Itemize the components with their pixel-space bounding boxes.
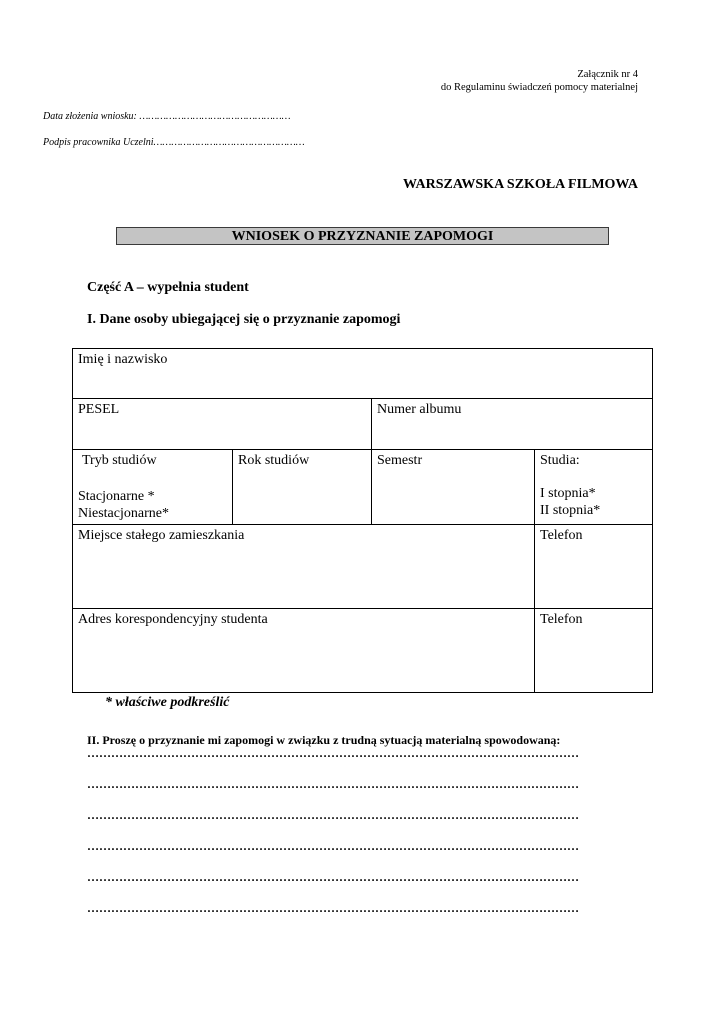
reason-line: ……………………………………………………………………………………………………………: [87, 870, 579, 884]
correspondence-address-label: Adres korespondencyjny studenta: [78, 612, 268, 627]
study-year-label: Rok studiów: [238, 453, 310, 468]
pesel-cell: [73, 399, 372, 450]
permanent-phone-label: Telefon: [540, 528, 583, 543]
table-row: [73, 450, 653, 525]
institution-name: WARSZAWSKA SZKOŁA FILMOWA: [403, 177, 638, 192]
table-row: [73, 525, 653, 609]
attachment-number: Załącznik nr 4: [577, 69, 638, 80]
correspondence-phone-label: Telefon: [540, 612, 583, 627]
section-1-heading: I. Dane osoby ubiegającej się o przyznanie zapomogi: [87, 312, 401, 327]
study-level-second: II stopnia*: [540, 503, 601, 518]
correspondence-phone-cell: [535, 609, 653, 693]
pesel-label: PESEL: [78, 402, 120, 417]
study-year-cell: [233, 450, 372, 525]
regulation-reference: do Regulaminu świadczeń pomocy materialnej: [440, 82, 638, 93]
semester-label: Semestr: [377, 453, 423, 468]
staff-signature-line: Podpis pracownika Uczelni……………………………………………: [43, 137, 305, 148]
correspondence-address-cell: [73, 609, 535, 693]
reason-line: ……………………………………………………………………………………………………………: [87, 808, 579, 822]
permanent-address-label: Miejsce stałego zamieszkania: [78, 528, 245, 543]
reason-line: ……………………………………………………………………………………………………………: [87, 839, 579, 853]
study-mode-label: Tryb studiów: [82, 453, 157, 468]
semester-cell: [372, 450, 535, 525]
form-title: WNIOSEK O PRZYZNANIE ZAPOMOGI: [116, 227, 609, 245]
reason-line: ……………………………………………………………………………………………………………: [87, 777, 579, 791]
study-level-cell: [535, 450, 653, 525]
album-number-label: Numer albumu: [377, 402, 462, 417]
section-2-heading: II. Proszę o przyznanie mi zapomogi w związku z trudną sytuacją materialną spowodowaną:: [87, 733, 561, 747]
reason-line: ……………………………………………………………………………………………………………: [87, 901, 579, 915]
reason-line: ……………………………………………………………………………………………………………: [87, 746, 579, 760]
album-number-cell: [372, 399, 653, 450]
applicant-data-table: [72, 348, 653, 693]
table-row: [73, 349, 653, 399]
study-mode-cell: [73, 450, 233, 525]
permanent-address-cell: [73, 525, 535, 609]
table-row: [73, 399, 653, 450]
study-level-label: Studia:: [540, 453, 580, 468]
part-a-heading: Część A – wypełnia student: [87, 280, 249, 295]
submission-date-line: Data złożenia wniosku: ……………………………………………: [43, 111, 291, 122]
study-level-first: I stopnia*: [540, 486, 596, 501]
study-mode-full-time: Stacjonarne *: [78, 489, 155, 504]
full-name-cell: [73, 349, 653, 399]
full-name-label: Imię i nazwisko: [78, 352, 168, 367]
study-mode-part-time: Niestacjonarne*: [78, 506, 169, 521]
footnote: * właściwe podkreślić: [105, 695, 230, 710]
permanent-phone-cell: [535, 525, 653, 609]
table-row: [73, 609, 653, 693]
